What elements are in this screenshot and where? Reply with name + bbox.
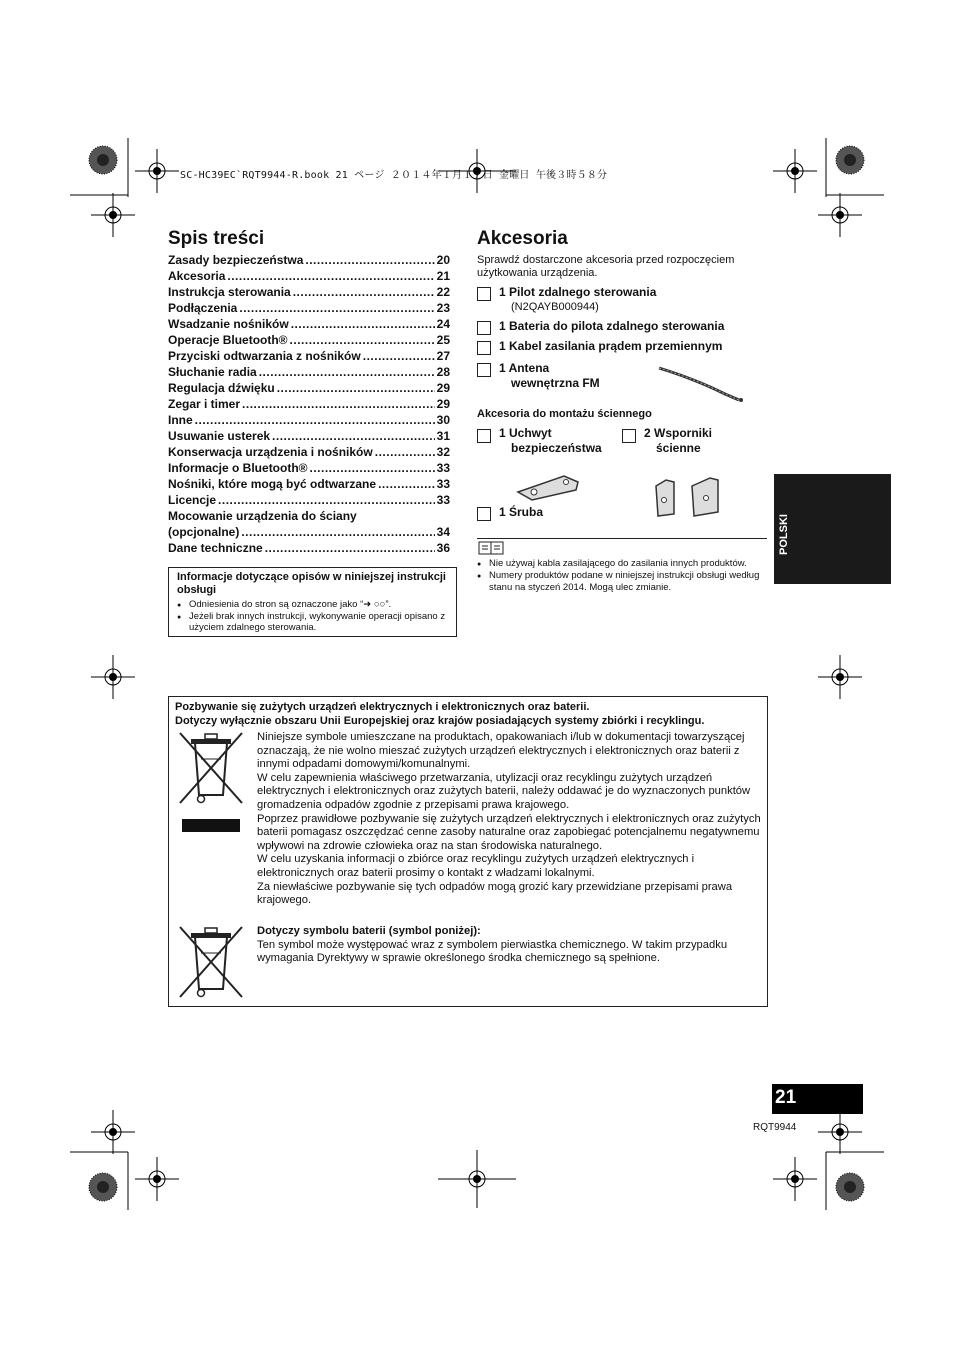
toc-item-label: Operacje Bluetooth® xyxy=(168,333,288,347)
checkbox[interactable] xyxy=(477,363,491,377)
toc-item-page: 23 xyxy=(436,301,450,315)
toc-item[interactable] xyxy=(168,364,450,380)
disposal-text: Niniejsze symbole umieszczane na produktach, opakowaniach i/lub w dokumentacji towarzyszącej oznaczają, że nie wolno mieszać zużytych urządzeń elektrycznych i elektronicznych oraz baterii z innymi odpadami domowymi/komunalnymi. W celu zapewnienia właściwego przetwarzania, utylizacji oraz recyklingu zużytych urządzeń elektrycznych i elektronicznych oraz zużytych baterii, należy oddawać je do wyznaczonych punktów gromadzenia odpadów zgodnie z przepisami prawa krajowego. Poprzez prawidłowe pozbywanie się zużytych urządzeń elektrycznych i elektronicznych oraz zużytych baterii pomagasz oszczędzać cenne zasoby naturalne oraz zapobiegać potencjalnemu negatywnemu wpływowi na zdrowie człowieka oraz na stan środowiska naturalnego. W celu uzyskania informacji o zbiórce oraz recyklingu zużytych urządzeń elektrycznych i elektronicznych oraz baterii prosimy o kontakt z władzami lokalnymi. Za niewłaściwe pozbywanie się tych odpadów mogą grozić kary przewidziane przepisami prawa krajowego. xyxy=(257,731,761,907)
toc-item-label: Konserwacja urządzenia i nośników xyxy=(168,445,373,459)
accessories-notes xyxy=(477,558,762,594)
wall-brackets-illustration xyxy=(652,474,726,518)
page-number: 21 xyxy=(772,1084,863,1114)
toc-item-label: Inne xyxy=(168,413,193,427)
toc-item-label: Nośniki, które mogą być odtwarzane xyxy=(168,477,377,491)
accessory-remote: 1 Pilot zdalnego sterowania (N2QAYB000944) xyxy=(499,285,657,313)
toc-item-label: Mocowanie urządzenia do ściany xyxy=(168,509,357,523)
toc-item-page: 36 xyxy=(436,541,450,555)
registration-mark xyxy=(91,655,135,699)
toc-item[interactable] xyxy=(168,300,450,316)
registration-mark xyxy=(91,193,135,237)
toc-item[interactable] xyxy=(168,316,450,332)
toc-item-wall-mount[interactable] xyxy=(168,508,450,540)
toc-item-label: Instrukcja sterowania xyxy=(168,285,291,299)
notes-box-title: Informacje dotyczące opisów w niniejszej instrukcji obsługi xyxy=(177,571,446,596)
registration-mark xyxy=(818,193,862,237)
remote-model-code: (N2QAYB000944) xyxy=(511,301,599,313)
toc-item-page: 34 xyxy=(436,525,450,539)
toc-item-page: 31 xyxy=(436,429,450,443)
toc-item-page: 33 xyxy=(436,477,450,491)
toc-item-label: Informacje o Bluetooth® xyxy=(168,461,308,475)
language-tab-label: POLSKI xyxy=(778,514,790,555)
checkbox[interactable] xyxy=(477,507,491,521)
divider xyxy=(477,538,767,539)
accessory-screw: 1 Śruba xyxy=(499,505,544,519)
accessory-safety-holder: 1 Uchwyt bezpieczeństwa xyxy=(499,426,602,455)
checkbox[interactable] xyxy=(477,321,491,335)
toc-item-page: 29 xyxy=(436,397,450,411)
toc-item-page: 33 xyxy=(436,461,450,475)
toc-item-label: Zegar i timer xyxy=(168,397,241,411)
toc-item-label: Słuchanie radia xyxy=(168,365,257,379)
registration-mark xyxy=(773,1157,817,1201)
toc-item-page: 32 xyxy=(436,445,450,459)
disposal-heading: Pozbywanie się zużytych urządzeń elektrycznych i elektronicznych oraz baterii. Dotyczy wyłącznie obszaru Unii Europejskiej oraz krajów posiadających systemy zbiórki i recyklingu. xyxy=(175,701,705,727)
toc-item-page: 33 xyxy=(436,493,450,507)
toc-item[interactable] xyxy=(168,492,450,508)
toc-item-label: (opcjonalne) xyxy=(168,525,240,539)
toc-item-page: 20 xyxy=(436,253,450,267)
notes-bullet: ● Jeżeli brak innych instrukcji, wykonywanie operacji opisano z użyciem zdalnego sterowania. xyxy=(177,611,448,634)
toc-title: Spis treści xyxy=(168,228,265,249)
toc-item[interactable] xyxy=(168,252,450,268)
note-bullet: ● Numery produktów podane w niniejszej instrukcji obsługi według stanu na styczeń 2014. Mogą ulec zmianie. xyxy=(477,570,762,594)
checkbox[interactable] xyxy=(477,341,491,355)
accessory-antenna: 1 Antena wewnętrzna FM xyxy=(499,361,600,390)
toc-item-page: 21 xyxy=(436,269,450,283)
toc-item[interactable] xyxy=(168,396,450,412)
toc-item-label: Akcesoria xyxy=(168,269,226,283)
color-target-mark xyxy=(89,1173,117,1201)
checkbox[interactable] xyxy=(477,287,491,301)
toc-item-page: 27 xyxy=(436,349,450,363)
toc-list xyxy=(168,252,450,556)
accessories-intro: Sprawdź dostarczone akcesoria przed rozpoczęciem użytkowania urządzenia. xyxy=(477,254,735,279)
registration-mark xyxy=(773,149,817,193)
notes-bullet: ● Odniesienia do stron są oznaczone jako “➜ ○○”. xyxy=(177,599,448,611)
toc-item[interactable] xyxy=(168,428,450,444)
toc-item-page: 29 xyxy=(436,381,450,395)
wall-mount-heading: Akcesoria do montażu ściennego xyxy=(477,408,652,420)
antenna-illustration xyxy=(655,362,747,404)
toc-item-label: Usuwanie usterek xyxy=(168,429,271,443)
crossed-bin-icon xyxy=(177,731,245,835)
notes-box xyxy=(168,567,457,637)
safety-holder-illustration xyxy=(514,470,584,502)
toc-item-page: 28 xyxy=(436,365,450,379)
registration-mark xyxy=(818,1110,862,1154)
accessory-wall-brackets: 2 Wsporniki ścienne xyxy=(644,426,713,455)
registration-mark xyxy=(135,1157,179,1201)
color-target-mark xyxy=(89,146,117,174)
toc-item[interactable] xyxy=(168,284,450,300)
disposal-notice xyxy=(168,696,768,1007)
accessory-ac-cord: 1 Kabel zasilania prądem przemiennym xyxy=(499,339,723,353)
toc-item[interactable] xyxy=(168,348,450,364)
toc-item-page: 22 xyxy=(436,285,450,299)
accessories-section xyxy=(477,228,767,280)
print-header: SC-HC39EC`RQT9944-R.book 21 ページ ２０１４年１月１７日 金曜日 午後３時５８分 xyxy=(180,170,608,181)
registration-mark xyxy=(91,1110,135,1154)
toc-item[interactable] xyxy=(168,476,450,492)
toc-item-page: 30 xyxy=(436,413,450,427)
toc-item-label: Zasady bezpieczeństwa xyxy=(168,253,304,267)
toc-item-label: Podłączenia xyxy=(168,301,238,315)
toc-item[interactable] xyxy=(168,412,450,428)
accessories-title: Akcesoria xyxy=(477,228,568,249)
crossed-bin-battery-icon xyxy=(177,925,245,1001)
note-bullet: ● Nie używaj kabla zasilającego do zasilania innych produktów. xyxy=(477,558,762,570)
toc-item[interactable] xyxy=(168,332,450,348)
color-target-mark xyxy=(836,1173,864,1201)
toc-item[interactable] xyxy=(168,444,450,460)
toc-item[interactable] xyxy=(168,380,450,396)
checkbox[interactable] xyxy=(477,429,491,443)
toc-item-label: Dane techniczne xyxy=(168,541,263,555)
note-book-icon xyxy=(478,541,504,555)
toc-item-label: Regulacja dźwięku xyxy=(168,381,275,395)
accessory-battery: 1 Bateria do pilota zdalnego sterowania xyxy=(499,319,725,333)
document-code: RQT9944 xyxy=(753,1122,797,1133)
toc-item-label: Licencje xyxy=(168,493,217,507)
toc-item-label: Przyciski odtwarzania z nośników xyxy=(168,349,361,363)
toc-item-page: 24 xyxy=(436,317,450,331)
toc-item-label: Wsadzanie nośników xyxy=(168,317,289,331)
language-tab xyxy=(774,474,891,584)
color-target-mark xyxy=(836,146,864,174)
toc-item[interactable] xyxy=(168,268,450,284)
battery-symbol-text: Dotyczy symbolu baterii (symbol poniżej): Ten symbol może występować wraz z symbolem pierwiastka chemicznego. W takim przypadku wymagania Dyrektywy w sprawie określonego środka chemicznego są spełnione. xyxy=(257,925,728,965)
registration-mark xyxy=(818,655,862,699)
checkbox[interactable] xyxy=(622,429,636,443)
toc-item-page: 25 xyxy=(436,333,450,347)
toc-item[interactable] xyxy=(168,460,450,476)
registration-mark xyxy=(135,149,179,193)
toc-item-specs[interactable] xyxy=(168,540,450,556)
